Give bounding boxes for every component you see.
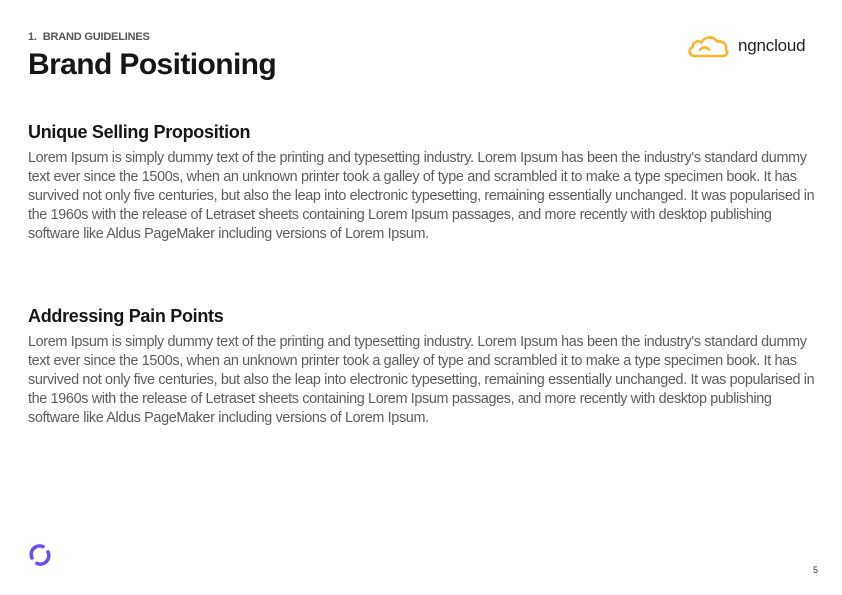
circular-arrows-logo-icon (28, 543, 52, 567)
section-label: BRAND GUIDELINES (42, 31, 150, 43)
cloud-logo-icon (686, 32, 730, 60)
page-title: Brand Positioning (28, 48, 277, 81)
brand-logo (686, 32, 805, 60)
pain-points-section (28, 304, 818, 428)
section-heading: Unique Selling Proposition (28, 122, 251, 142)
page-number: 5 (812, 565, 818, 575)
section-eyebrow (28, 31, 150, 43)
section-body: Lorem Ipsum is simply dummy text of the printing and typesetting industry. Lorem Ipsum has been the industry's standard dummy text ever since the 1500s, when an unknown printer took a galley of type and scrambled it to make a type specimen book. It has survived not only five centuries, but also the leap into electronic typesetting, remaining essentially unchanged. It was popularised in the 1960s with the release of Letraset sheets containing Lorem Ipsum passages, and more recently with desktop publishing software like Aldus PageMaker including versions of Lorem Ipsum. (28, 150, 815, 242)
section-number: 1. (28, 31, 37, 43)
footer-logo (28, 543, 52, 567)
section-body: Lorem Ipsum is simply dummy text of the printing and typesetting industry. Lorem Ipsum has been the industry's standard dummy text ever since the 1500s, when an unknown printer took a galley of type and scrambled it to make a type specimen book. It has survived not only five centuries, but also the leap into electronic typesetting, remaining essentially unchanged. It was popularised in the 1960s with the release of Letraset sheets containing Lorem Ipsum passages, and more recently with desktop publishing software like Aldus PageMaker including versions of Lorem Ipsum. (28, 334, 815, 426)
brand-name: ngncloud (738, 36, 806, 55)
section-heading: Addressing Pain Points (28, 306, 224, 326)
usp-section (28, 120, 818, 244)
